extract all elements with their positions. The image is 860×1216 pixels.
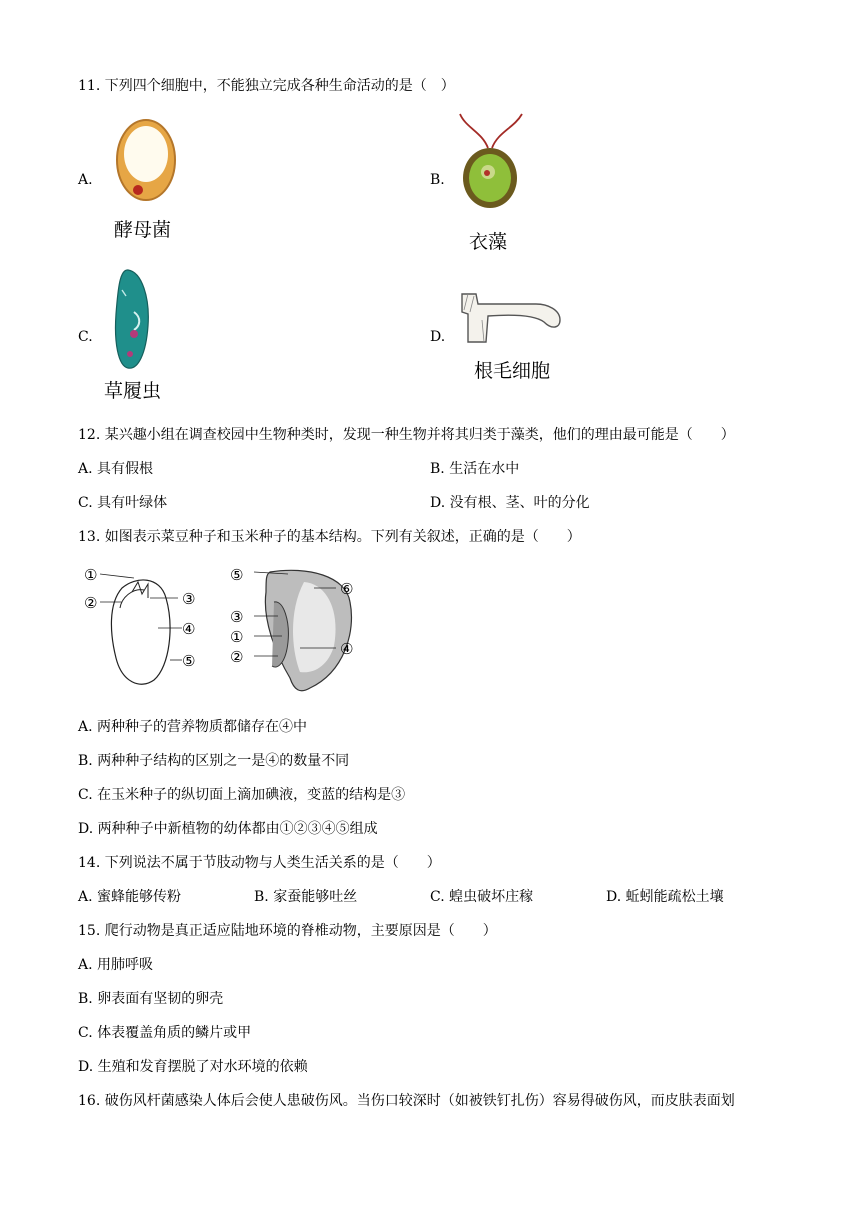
question-14-stem: 14. 下列说法不属于节肢动物与人类生活关系的是（ ） <box>78 855 441 871</box>
corn-label-6: ⑥ <box>340 580 354 598</box>
q14-option-d[interactable]: D. 蚯蚓能疏松土壤 <box>606 889 724 905</box>
question-15-stem: 15. 爬行动物是真正适应陆地环境的脊椎动物，主要原因是（ ） <box>78 923 497 939</box>
q13-option-b[interactable]: B. 两种种子结构的区别之一是④的数量不同 <box>78 753 350 769</box>
q11-caption-chlamydomonas: 衣藻 <box>469 231 508 253</box>
chlamydomonas-icon <box>452 108 532 208</box>
q13-option-a[interactable]: A. 两种种子的营养物质都储存在④中 <box>78 719 308 735</box>
q14-option-a[interactable]: A. 蜜蜂能够传粉 <box>78 889 182 905</box>
q12-option-c[interactable]: C. 具有叶绿体 <box>78 495 168 511</box>
corn-label-1: ① <box>230 628 244 646</box>
q11-caption-root-hair: 根毛细胞 <box>474 360 551 382</box>
bean-label-3: ③ <box>182 590 196 608</box>
bean-label-2: ② <box>84 594 98 612</box>
q15-option-d[interactable]: D. 生殖和发育摆脱了对水环境的依赖 <box>78 1059 308 1075</box>
q11-option-b-key: B. <box>430 172 445 188</box>
q12-option-b[interactable]: B. 生活在水中 <box>430 461 520 477</box>
question-12-stem: 12. 某兴趣小组在调查校园中生物种类时，发现一种生物并将其归类于藻类，他们的理由最可能是（ ） <box>78 427 735 443</box>
q11-caption-yeast: 酵母菌 <box>114 219 172 241</box>
q11-option-d-key: D. <box>430 329 446 345</box>
bean-seed-diagram <box>84 566 195 684</box>
q13-option-c[interactable]: C. 在玉米种子的纵切面上滴加碘液，变蓝的结构是③ <box>78 787 406 803</box>
q11-option-c-key: C. <box>78 329 93 345</box>
q14-option-b[interactable]: B. 家蚕能够吐丝 <box>254 889 358 905</box>
corn-label-5: ⑤ <box>230 566 244 584</box>
bean-label-4: ④ <box>182 620 196 638</box>
corn-seed-diagram <box>230 566 353 691</box>
root-hair-cell-icon <box>456 290 566 350</box>
question-16-stem: 16. 破伤风杆菌感染人体后会使人患破伤风。当伤口较深时（如被铁钉扎伤）容易得破伤风，而皮肤表面划 <box>78 1093 735 1109</box>
q12-option-a[interactable]: A. 具有假根 <box>78 461 154 477</box>
yeast-cell-icon <box>108 118 188 208</box>
bean-label-1: ① <box>84 566 98 584</box>
q13-option-d[interactable]: D. 两种种子中新植物的幼体都由①②③④⑤组成 <box>78 821 378 837</box>
paramecium-icon <box>108 266 158 374</box>
q15-option-b[interactable]: B. 卵表面有坚韧的卵壳 <box>78 991 224 1007</box>
corn-label-3: ③ <box>230 608 244 626</box>
q14-option-c[interactable]: C. 蝗虫破坏庄稼 <box>430 889 534 905</box>
q11-option-a-key: A. <box>78 172 93 188</box>
corn-label-2: ② <box>230 648 244 666</box>
q15-option-c[interactable]: C. 体表覆盖角质的鳞片或甲 <box>78 1025 252 1041</box>
seed-structure-diagram <box>78 562 378 702</box>
q15-option-a[interactable]: A. 用肺呼吸 <box>78 957 154 973</box>
q12-option-d[interactable]: D. 没有根、茎、叶的分化 <box>430 495 590 511</box>
q11-caption-paramecium: 草履虫 <box>104 380 162 402</box>
question-13-stem: 13. 如图表示菜豆种子和玉米种子的基本结构。下列有关叙述，正确的是（ ） <box>78 529 581 545</box>
corn-label-4: ④ <box>340 640 354 658</box>
bean-label-5: ⑤ <box>182 652 196 670</box>
question-11-stem: 11. 下列四个细胞中，不能独立完成各种生命活动的是（ ） <box>78 78 455 94</box>
